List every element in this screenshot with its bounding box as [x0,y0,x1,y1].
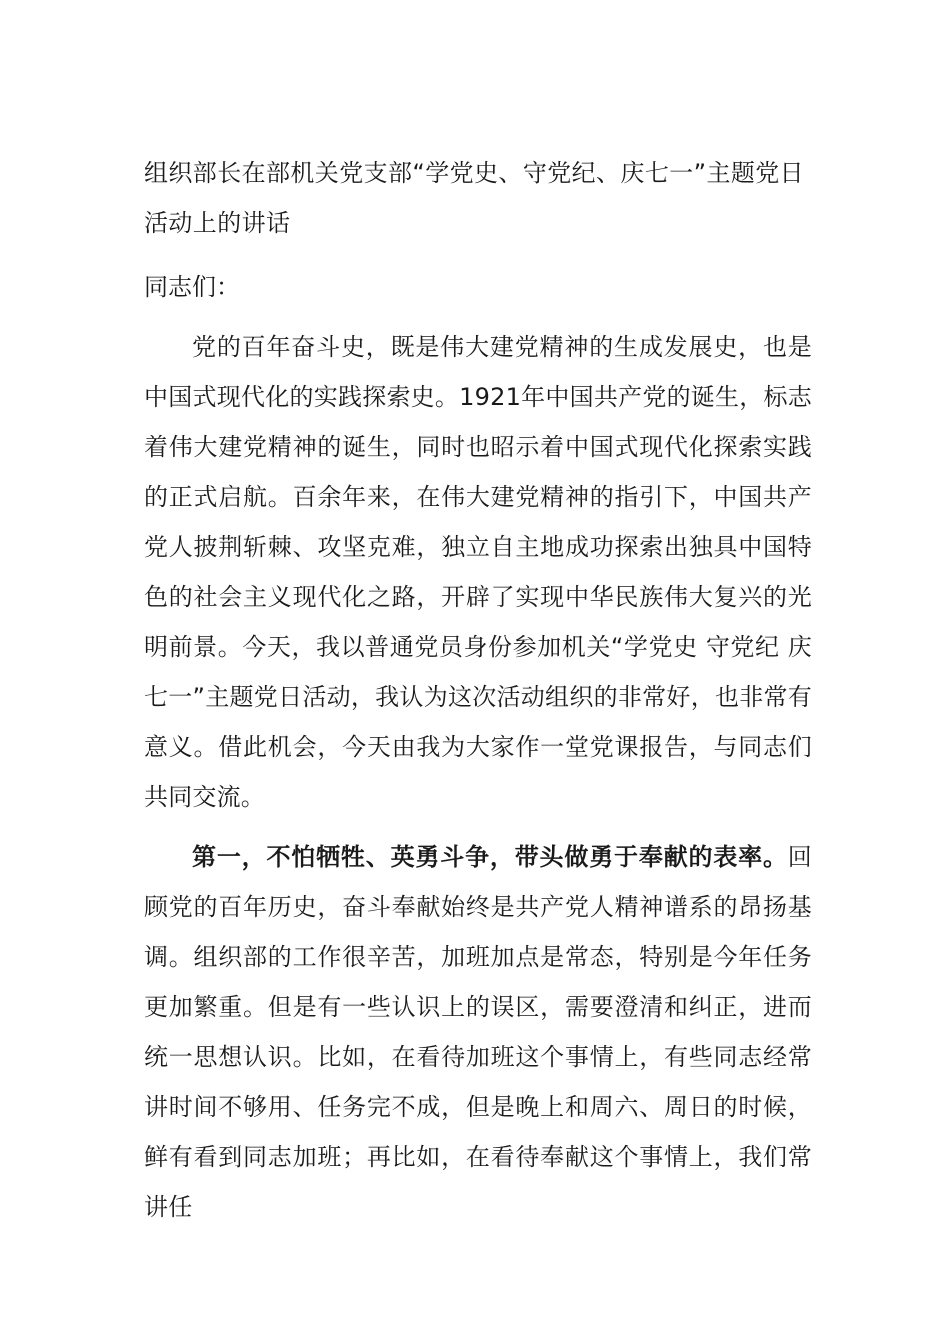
paragraph-2 [144,832,812,1232]
paragraph-lead: 第一，不怕牺牲、英勇斗争，带头做勇于奉献的表率。 [192,843,788,871]
paragraph-text: 回顾党的百年历史，奋斗奉献始终是共产党人精神谱系的昂扬基调。组织部的工作很辛苦，加班加点是常态，特别是今年任务更加繁重。但是有一些认识上的误区，需要澄清和纠正，进而统一思想认识。比如，在看待加班这个事情上，有些同志经常讲时间不够用、任务完不成，但是晚上和周六、周日的时候，鲜有看到同志加班；再比如，在看待奉献这个事情上，我们常讲任 [144,843,812,1221]
document-title: 组织部长在部机关党支部“学党史、守党纪、庆七一”主题党日活动上的讲话 [144,159,805,237]
paragraph-1 [144,322,812,822]
greeting: 同志们： [144,273,240,301]
paragraph-text: 党的百年奋斗史，既是伟大建党精神的生成发展史，也是中国式现代化的实践探索史。1921年中国共产党的诞生，标志着伟大建党精神的诞生，同时也昭示着中国式现代化探索实践的正式启航。百余年来，在伟大建党精神的指引下，中国共产党人披荆斩棘、攻坚克难，独立自主地成功探索出独具中国特色的社会主义现代化之路，开辟了实现中华民族伟大复兴的光明前景。今天，我以普通党员身份参加机关“学党史 守党纪 庆七一”主题党日活动，我认为这次活动组织的非常好，也非常有意义。借此机会，今天由我为大家作一堂党课报告，与同志们共同交流。 [144,333,812,811]
document-page [144,148,812,1242]
